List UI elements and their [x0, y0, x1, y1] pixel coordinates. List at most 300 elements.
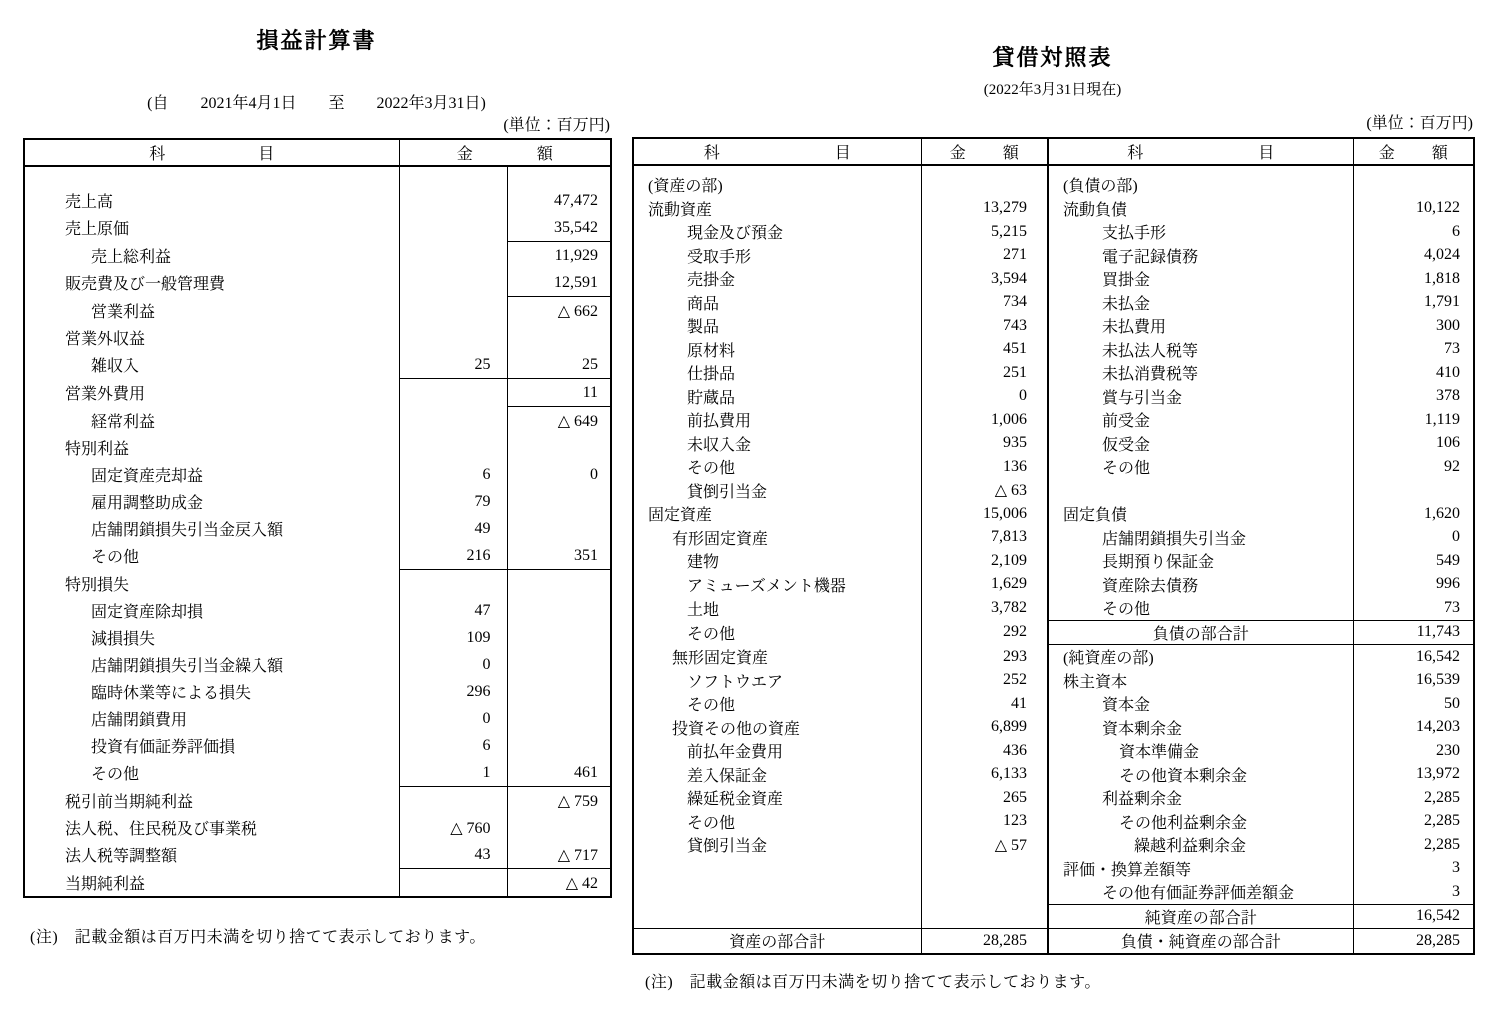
bs-liability-amount [1353, 173, 1474, 197]
pl-row-amount-kin [399, 214, 507, 242]
bs-asset-amount: 436 [921, 739, 1048, 763]
bs-liability-amount: 73 [1353, 596, 1474, 620]
bs-liability-label: 電子記録債務 [1048, 244, 1353, 268]
bs-liability-label: 長期預り保証金 [1048, 549, 1353, 573]
pl-row-amount-kin: 79 [399, 488, 507, 515]
pl-row-amount-kin [399, 570, 507, 598]
bs-liability-amount: 92 [1353, 455, 1474, 479]
bs-row [633, 479, 1474, 503]
bs-liability-amount: 378 [1353, 385, 1474, 409]
bs-row [633, 408, 1474, 432]
pl-row [24, 597, 611, 624]
bs-asset-amount: 292 [921, 620, 1048, 645]
bs-asset-amount: 3,594 [921, 267, 1048, 291]
pl-row [24, 651, 611, 678]
bs-liability-label: 未払消費税等 [1048, 361, 1353, 385]
bs-asset-label: 原材料 [687, 342, 736, 360]
bs-row [633, 669, 1474, 693]
bs-asset-label: 前払年金費用 [687, 744, 784, 762]
bs-liability-amount: 996 [1353, 573, 1474, 597]
bs-asset-amount: 3,782 [921, 596, 1048, 620]
bs-asset-label: その他 [687, 460, 736, 478]
bs-spacer-1 [633, 165, 921, 173]
bs-liability-amount: 1,791 [1353, 291, 1474, 315]
bs-asset-amount: 15,006 [921, 502, 1048, 526]
bs-liability-label: 未払法人税等 [1048, 338, 1353, 362]
bs-asset-amount: 28,285 [921, 929, 1048, 954]
bs-row [633, 739, 1474, 763]
bs-liability-label: 店舗閉鎖損失引当金 [1048, 526, 1353, 550]
pl-row [24, 515, 611, 542]
bs-liability-amount: 10,122 [1353, 197, 1474, 221]
pl-row-label: 法人税、住民税及び事業税 [65, 821, 258, 838]
bs-asset-label [633, 904, 921, 929]
pl-row-label: 固定資産除却損 [91, 604, 204, 621]
bs-liability-label: 流動負債 [1048, 197, 1353, 221]
bs-asset-label: 製品 [687, 319, 720, 337]
bs-asset-label: ソフトウエア [687, 673, 784, 691]
bs-asset-amount: 2,109 [921, 549, 1048, 573]
bs-asset-label: その他 [687, 625, 736, 643]
bs-asset-label: 有形固定資産 [672, 530, 769, 548]
bs-header-liability-subject-char1: 科 [1127, 145, 1144, 162]
pl-row-amount-gaku: 461 [507, 759, 611, 787]
pl-row-amount-kin: 109 [399, 624, 507, 651]
bs-row [633, 645, 1474, 669]
pl-row-amount-gaku [507, 597, 611, 624]
pl-row-amount-kin: 0 [399, 705, 507, 732]
bs-liability-amount: 11,743 [1353, 620, 1474, 645]
bs-liability-label: 利益剰余金 [1048, 786, 1353, 810]
pl-row-amount-gaku: △ 662 [507, 297, 611, 325]
pl-row-label: 特別損失 [65, 576, 130, 594]
bs-asset-amount: 7,813 [921, 526, 1048, 550]
pl-row-amount-kin: △ 760 [399, 814, 507, 841]
bs-liability-amount: 4,024 [1353, 244, 1474, 268]
bs-liability-label [1048, 479, 1353, 503]
bs-liability-amount: 410 [1353, 361, 1474, 385]
bs-asset-amount: 251 [921, 361, 1048, 385]
pl-row [24, 542, 611, 570]
bs-header-asset-subject-char2: 目 [834, 145, 851, 162]
bs-row [633, 173, 1474, 197]
bs-asset-label: 未収入金 [687, 436, 752, 454]
bs-liability-amount: 6 [1353, 220, 1474, 244]
bs-asset-amount [921, 880, 1048, 904]
pl-row-label: 売上総利益 [91, 248, 172, 266]
bs-spacer-3 [1048, 165, 1353, 173]
income-statement-period: (自 2021年4月1日 至 2022年3月31日) [147, 95, 486, 112]
pl-row [24, 434, 611, 461]
pl-row [24, 869, 611, 898]
bs-liability-label: 資産除去債務 [1048, 573, 1353, 597]
pl-row-label: 投資有価証券評価損 [91, 739, 236, 756]
pl-row [24, 461, 611, 488]
bs-header-asset-subject-char1: 科 [703, 145, 720, 162]
bs-asset-amount [921, 904, 1048, 929]
bs-asset-label: 貸倒引当金 [687, 838, 768, 856]
bs-asset-amount: 935 [921, 432, 1048, 456]
bs-row [633, 596, 1474, 620]
bs-liability-amount: 549 [1353, 549, 1474, 573]
pl-row-amount-gaku [507, 570, 611, 598]
pl-row-amount-kin [399, 187, 507, 214]
bs-row [633, 880, 1474, 904]
pl-spacer-gaku [507, 166, 611, 187]
pl-row-amount-kin: 6 [399, 732, 507, 759]
pl-row-label: 経常利益 [91, 413, 156, 431]
pl-header-amount-char2: 額 [536, 146, 553, 163]
pl-row [24, 269, 611, 297]
bs-header-liability-amount [1353, 138, 1474, 165]
balance-sheet-title: 貸借対照表 [992, 45, 1113, 70]
pl-row-label: 税引前当期純利益 [65, 793, 194, 811]
pl-row [24, 324, 611, 351]
bs-liability-label: (純資産の部) [1048, 645, 1353, 669]
pl-row-amount-kin: 296 [399, 678, 507, 705]
pl-row-amount-gaku [507, 705, 611, 732]
bs-asset-label: アミューズメント機器 [687, 577, 846, 595]
bs-row [633, 692, 1474, 716]
pl-row-amount-gaku: △ 649 [507, 407, 611, 435]
bs-liability-label: 株主資本 [1048, 669, 1353, 693]
pl-row-amount-kin: 43 [399, 841, 507, 869]
bs-asset-amount [921, 857, 1048, 881]
pl-row-label: 店舗閉鎖損失引当金戻入額 [91, 522, 284, 539]
bs-liability-label: 仮受金 [1048, 432, 1353, 456]
balance-sheet-date: (2022年3月31日現在) [983, 82, 1122, 98]
pl-row-amount-gaku: △ 717 [507, 841, 611, 869]
bs-liability-amount: 300 [1353, 314, 1474, 338]
pl-row-label: 店舗閉鎖損失引当金繰入額 [91, 658, 284, 675]
income-statement-title: 損益計算書 [256, 28, 377, 53]
bs-liability-amount: 106 [1353, 432, 1474, 456]
bs-asset-label: 投資その他の資産 [672, 720, 801, 738]
bs-liability-amount: 2,285 [1353, 810, 1474, 834]
bs-liability-amount: 28,285 [1353, 929, 1474, 954]
bs-asset-label: 貯蔵品 [687, 389, 736, 407]
bs-liability-amount: 2,285 [1353, 833, 1474, 857]
pl-row-label: 営業外費用 [65, 386, 146, 403]
bs-row [633, 502, 1474, 526]
bs-row [633, 338, 1474, 362]
bs-asset-amount: 734 [921, 291, 1048, 315]
pl-row-amount-gaku [507, 324, 611, 351]
bs-row [633, 220, 1474, 244]
bs-asset-label: その他 [687, 697, 736, 715]
bs-asset-amount: 265 [921, 786, 1048, 810]
bs-asset-label: (資産の部) [648, 178, 723, 196]
bs-liability-label: 資本剰余金 [1048, 716, 1353, 740]
bs-asset-amount: 6,133 [921, 763, 1048, 787]
pl-row-amount-kin [399, 269, 507, 297]
bs-row [633, 432, 1474, 456]
pl-row-label: 特別利益 [65, 441, 130, 458]
bs-spacer-2 [921, 165, 1048, 173]
pl-row-amount-gaku [507, 651, 611, 678]
pl-row-amount-gaku: 11 [507, 379, 611, 407]
pl-row-amount-gaku [507, 678, 611, 705]
bs-header-liability-subject-char2: 目 [1258, 145, 1275, 162]
bs-row [633, 929, 1474, 954]
bs-spacer-4 [1353, 165, 1474, 173]
pl-row-label: 法人税等調整額 [65, 848, 178, 866]
bs-row [633, 620, 1474, 645]
pl-row [24, 488, 611, 515]
bs-liability-amount: 14,203 [1353, 716, 1474, 740]
pl-row-label: 固定資産売却益 [91, 468, 204, 485]
balance-sheet-unit-label: (単位：百万円) [1366, 115, 1473, 132]
bs-asset-amount: 1,006 [921, 408, 1048, 432]
bs-row [633, 385, 1474, 409]
bs-liability-amount: 13,972 [1353, 763, 1474, 787]
pl-row-amount-gaku [507, 814, 611, 841]
pl-row [24, 187, 611, 214]
income-statement-note: (注) 記載金額は百万円未満を切り捨てて表示しております。 [30, 929, 486, 946]
pl-row [24, 841, 611, 869]
bs-row [633, 314, 1474, 338]
bs-row [633, 857, 1474, 881]
bs-liability-label: 繰越利益剰余金 [1048, 833, 1353, 857]
pl-header-subject-char1: 科 [149, 146, 166, 163]
bs-asset-amount: 0 [921, 385, 1048, 409]
pl-header-subject-char2: 目 [258, 146, 275, 163]
pl-row-amount-kin [399, 407, 507, 435]
pl-row-amount-kin: 216 [399, 542, 507, 570]
bs-row [633, 526, 1474, 550]
bs-asset-amount: 6,899 [921, 716, 1048, 740]
bs-asset-label: 差入保証金 [687, 767, 768, 785]
bs-liability-amount: 16,542 [1353, 645, 1474, 669]
bs-asset-amount: △ 57 [921, 833, 1048, 857]
bs-liability-amount [1353, 479, 1474, 503]
pl-row-amount-gaku: 0 [507, 461, 611, 488]
pl-row-amount-gaku: 35,542 [507, 214, 611, 242]
bs-asset-label: 商品 [687, 295, 720, 313]
pl-row-amount-gaku [507, 732, 611, 759]
bs-asset-label: 受取手形 [687, 248, 752, 266]
pl-row-amount-kin [399, 242, 507, 270]
pl-row-amount-gaku [507, 488, 611, 515]
bs-liability-amount: 1,818 [1353, 267, 1474, 291]
bs-row [633, 786, 1474, 810]
bs-liability-label: 負債の部合計 [1048, 620, 1353, 645]
bs-asset-label: 仕掛品 [687, 366, 736, 384]
bs-header-row [633, 138, 1474, 165]
pl-row-label: 店舗閉鎖費用 [91, 712, 188, 729]
pl-spacer-row [24, 166, 611, 187]
pl-row [24, 759, 611, 787]
pl-row-amount-kin [399, 434, 507, 461]
bs-liability-label: その他利益剰余金 [1048, 810, 1353, 834]
pl-row-amount-gaku [507, 515, 611, 542]
bs-asset-amount: 293 [921, 645, 1048, 669]
bs-liability-label: 賞与引当金 [1048, 385, 1353, 409]
pl-header-amount [399, 139, 611, 166]
bs-header-asset-subject [633, 138, 921, 165]
income-statement-table [23, 138, 612, 898]
pl-row [24, 814, 611, 841]
pl-row-amount-gaku: 25 [507, 351, 611, 379]
bs-asset-label: 貸倒引当金 [687, 483, 768, 501]
bs-asset-label: 繰延税金資産 [687, 791, 784, 809]
bs-liability-amount: 3 [1353, 857, 1474, 881]
pl-row [24, 407, 611, 435]
bs-row [633, 267, 1474, 291]
pl-row [24, 732, 611, 759]
pl-row-label: 営業外収益 [65, 331, 146, 348]
pl-row-label: 販売費及び一般管理費 [65, 276, 226, 294]
bs-row [633, 455, 1474, 479]
pl-row [24, 570, 611, 598]
bs-liability-amount: 2,285 [1353, 786, 1474, 810]
bs-asset-label: 売掛金 [687, 272, 736, 290]
bs-asset-label [633, 880, 921, 904]
pl-row-label: 営業利益 [91, 303, 156, 321]
bs-asset-label: 建物 [687, 554, 720, 572]
pl-row-amount-gaku [507, 434, 611, 461]
pl-row-amount-kin: 0 [399, 651, 507, 678]
pl-row-amount-kin [399, 869, 507, 898]
bs-row [633, 244, 1474, 268]
bs-liability-label: その他 [1048, 455, 1353, 479]
bs-asset-amount: 5,215 [921, 220, 1048, 244]
pl-row-amount-gaku: 47,472 [507, 187, 611, 214]
bs-asset-amount: 743 [921, 314, 1048, 338]
pl-row-amount-gaku: 351 [507, 542, 611, 570]
bs-row [633, 549, 1474, 573]
bs-row [633, 904, 1474, 929]
pl-row [24, 624, 611, 651]
pl-row-amount-kin [399, 379, 507, 407]
bs-header-asset-amount-char1: 金 [949, 145, 966, 162]
pl-row [24, 678, 611, 705]
bs-asset-amount: 123 [921, 810, 1048, 834]
bs-asset-amount [921, 173, 1048, 197]
bs-asset-amount: 252 [921, 669, 1048, 693]
bs-liability-label: 資本金 [1048, 692, 1353, 716]
pl-row-label: 減損損失 [91, 631, 156, 648]
pl-row-label: 売上高 [65, 194, 114, 211]
bs-liability-label: その他有価証券評価差額金 [1048, 880, 1353, 904]
bs-liability-amount: 3 [1353, 880, 1474, 904]
bs-liability-amount: 16,539 [1353, 669, 1474, 693]
bs-asset-amount: △ 63 [921, 479, 1048, 503]
pl-spacer-label [24, 166, 399, 187]
pl-row [24, 242, 611, 270]
bs-asset-label: 現金及び預金 [687, 225, 784, 243]
balance-sheet-note: (注) 記載金額は百万円未満を切り捨てて表示しております。 [645, 974, 1101, 991]
pl-row-amount-kin [399, 297, 507, 325]
pl-row-amount-kin: 1 [399, 759, 507, 787]
pl-row-label: 当期純利益 [65, 875, 146, 893]
bs-liability-label: 支払手形 [1048, 220, 1353, 244]
bs-liability-label: 未払金 [1048, 291, 1353, 315]
pl-spacer-kin [399, 166, 507, 187]
bs-header-liability-amount-char2: 額 [1431, 145, 1448, 162]
pl-row-amount-gaku: △ 759 [507, 787, 611, 815]
bs-liability-amount: 73 [1353, 338, 1474, 362]
bs-liability-label: その他資本剰余金 [1048, 763, 1353, 787]
bs-asset-label: 流動資産 [648, 201, 713, 219]
bs-asset-amount: 136 [921, 455, 1048, 479]
bs-asset-amount: 13,279 [921, 197, 1048, 221]
pl-row-label: 売上原価 [65, 221, 130, 239]
bs-asset-label: 資産の部合計 [633, 929, 921, 954]
pl-row-label: 雑収入 [91, 358, 140, 376]
bs-row [633, 573, 1474, 597]
pl-row-amount-kin [399, 324, 507, 351]
bs-liability-label: 純資産の部合計 [1048, 904, 1353, 929]
pl-row-label: その他 [91, 549, 140, 567]
bs-liability-label: 前受金 [1048, 408, 1353, 432]
pl-header-row [24, 139, 611, 166]
bs-liability-label: 買掛金 [1048, 267, 1353, 291]
pl-row-label: その他 [91, 766, 140, 784]
pl-row-amount-kin: 25 [399, 351, 507, 379]
pl-row [24, 214, 611, 242]
bs-asset-amount: 41 [921, 692, 1048, 716]
bs-liability-amount: 1,620 [1353, 502, 1474, 526]
bs-liability-label: その他 [1048, 596, 1353, 620]
pl-row-amount-kin [399, 787, 507, 815]
pl-row-amount-gaku: 12,591 [507, 269, 611, 297]
bs-row [633, 716, 1474, 740]
pl-row-amount-kin: 6 [399, 461, 507, 488]
bs-asset-amount: 271 [921, 244, 1048, 268]
pl-row-label: 臨時休業等による損失 [91, 685, 252, 702]
pl-row [24, 379, 611, 407]
pl-row-label: 雇用調整助成金 [91, 495, 204, 512]
bs-row [633, 291, 1474, 315]
bs-liability-amount: 1,119 [1353, 408, 1474, 432]
pl-row-amount-kin: 47 [399, 597, 507, 624]
bs-asset-label: 土地 [687, 601, 720, 619]
bs-liability-label: 未払費用 [1048, 314, 1353, 338]
bs-asset-label: 固定資産 [648, 507, 713, 525]
bs-asset-label: 前払費用 [687, 413, 752, 431]
bs-liability-label: (負債の部) [1048, 173, 1353, 197]
bs-liability-label: 負債・純資産の部合計 [1048, 929, 1353, 954]
pl-row [24, 297, 611, 325]
bs-liability-label: 固定負債 [1048, 502, 1353, 526]
bs-header-asset-amount-char2: 額 [1002, 145, 1019, 162]
bs-row [633, 763, 1474, 787]
bs-row [633, 197, 1474, 221]
pl-row-amount-gaku [507, 624, 611, 651]
bs-liability-amount: 0 [1353, 526, 1474, 550]
bs-header-liability-subject [1048, 138, 1353, 165]
bs-row [633, 361, 1474, 385]
bs-liability-label: 資本準備金 [1048, 739, 1353, 763]
bs-liability-amount: 16,542 [1353, 904, 1474, 929]
bs-spacer-row [633, 165, 1474, 173]
bs-row [633, 833, 1474, 857]
income-statement-unit-label: (単位：百万円) [503, 117, 610, 134]
bs-asset-label [633, 857, 921, 881]
pl-row [24, 351, 611, 379]
bs-header-asset-amount [921, 138, 1048, 165]
bs-header-liability-amount-char1: 金 [1378, 145, 1395, 162]
pl-row-amount-gaku: 11,929 [507, 242, 611, 270]
pl-row [24, 705, 611, 732]
bs-liability-label: 評価・換算差額等 [1048, 857, 1353, 881]
bs-row [633, 810, 1474, 834]
pl-row-amount-kin: 49 [399, 515, 507, 542]
balance-sheet-table [632, 137, 1475, 955]
bs-liability-amount: 230 [1353, 739, 1474, 763]
bs-asset-amount: 1,629 [921, 573, 1048, 597]
